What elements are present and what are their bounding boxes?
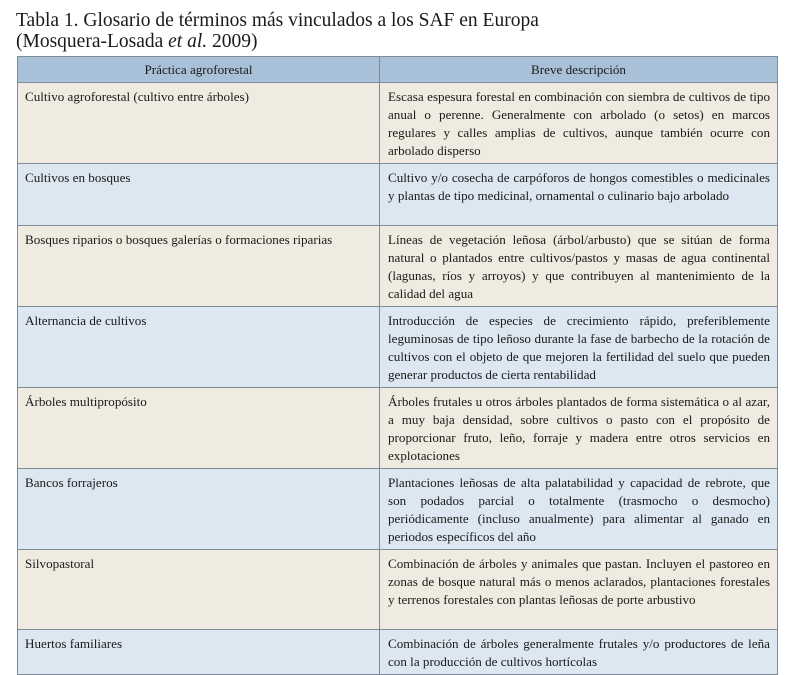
table-row (18, 83, 778, 164)
glossary-table (17, 56, 778, 675)
table-row (18, 388, 778, 469)
practice-cell: Silvopastoral (18, 550, 380, 630)
table-row (18, 307, 778, 388)
practice-cell: Bosques riparios o bosques galerías o formaciones riparias (18, 226, 380, 307)
description-cell: Líneas de vegetación leñosa (árbol/arbusto) que se sitúan de forma natural o plantados entre cultivos/pastos y masas de agua continental (lagunas, ríos y arroyos) y que contribuyen al mantenimiento de la calidad del agua (380, 226, 778, 307)
table-row (18, 164, 778, 226)
table-row (18, 550, 778, 630)
header-description: Breve descripción (380, 57, 778, 83)
caption-citation-author: (Mosquera-Losada (16, 31, 169, 52)
caption-citation-year: 2009) (207, 31, 258, 52)
caption-line-1: Tabla 1. Glosario de términos más vinculados a los SAF en Europa (16, 10, 539, 31)
description-cell: Introducción de especies de crecimiento rápido, preferiblemente leguminosas de tipo leñoso durante la fase de barbecho de la rotación de cultivos con el objeto de que mejoren la fertilidad del suelo que pueden generar productos de cierta rentabilidad (380, 307, 778, 388)
description-cell: Escasa espesura forestal en combinación con siembra de cultivos de tipo anual o perenne. Generalmente con arbolado (o setos) en marcos regulares y calles amplias de cultivos, aunque también ocurre con arbolado disperso (380, 83, 778, 164)
table-row (18, 469, 778, 550)
practice-cell: Bancos forrajeros (18, 469, 380, 550)
caption-line-2 (16, 31, 786, 52)
table-row (18, 226, 778, 307)
description-cell: Árboles frutales u otros árboles plantados de forma sistemática o al azar, a muy baja densidad, sobre cultivos o pasto con el propósito de proporcionar fruto, leño, forraje y madera entre otros servicios en explotaciones (380, 388, 778, 469)
caption-citation-et-al: et al. (168, 31, 208, 52)
practice-cell: Huertos familiares (18, 630, 380, 675)
description-cell: Combinación de árboles generalmente frutales y/o productores de leña con la producción de cultivos hortícolas (380, 630, 778, 675)
table-header-row (18, 57, 778, 83)
description-cell: Cultivo y/o cosecha de carpóforos de hongos comestibles o medicinales y plantas de tipo medicinal, ornamental o culinario bajo arbolado (380, 164, 778, 226)
header-practice: Práctica agroforestal (18, 57, 380, 83)
description-cell: Plantaciones leñosas de alta palatabilidad y capacidad de rebrote, que son podados parcial o totalmente (trasmocho o desmocho) periódicamente (incluso anualmente) para alimentar al ganado en periodos específicos del año (380, 469, 778, 550)
practice-cell: Cultivos en bosques (18, 164, 380, 226)
practice-cell: Árboles multipropósito (18, 388, 380, 469)
table-caption (16, 10, 786, 52)
practice-cell: Cultivo agroforestal (cultivo entre árboles) (18, 83, 380, 164)
practice-cell: Alternancia de cultivos (18, 307, 380, 388)
table-row (18, 630, 778, 675)
description-cell: Combinación de árboles y animales que pastan. Incluyen el pastoreo en zonas de bosque natural más o menos aclarados, plantaciones forestales y terrenos forestales con plantas leñosas de porte arbustivo (380, 550, 778, 630)
